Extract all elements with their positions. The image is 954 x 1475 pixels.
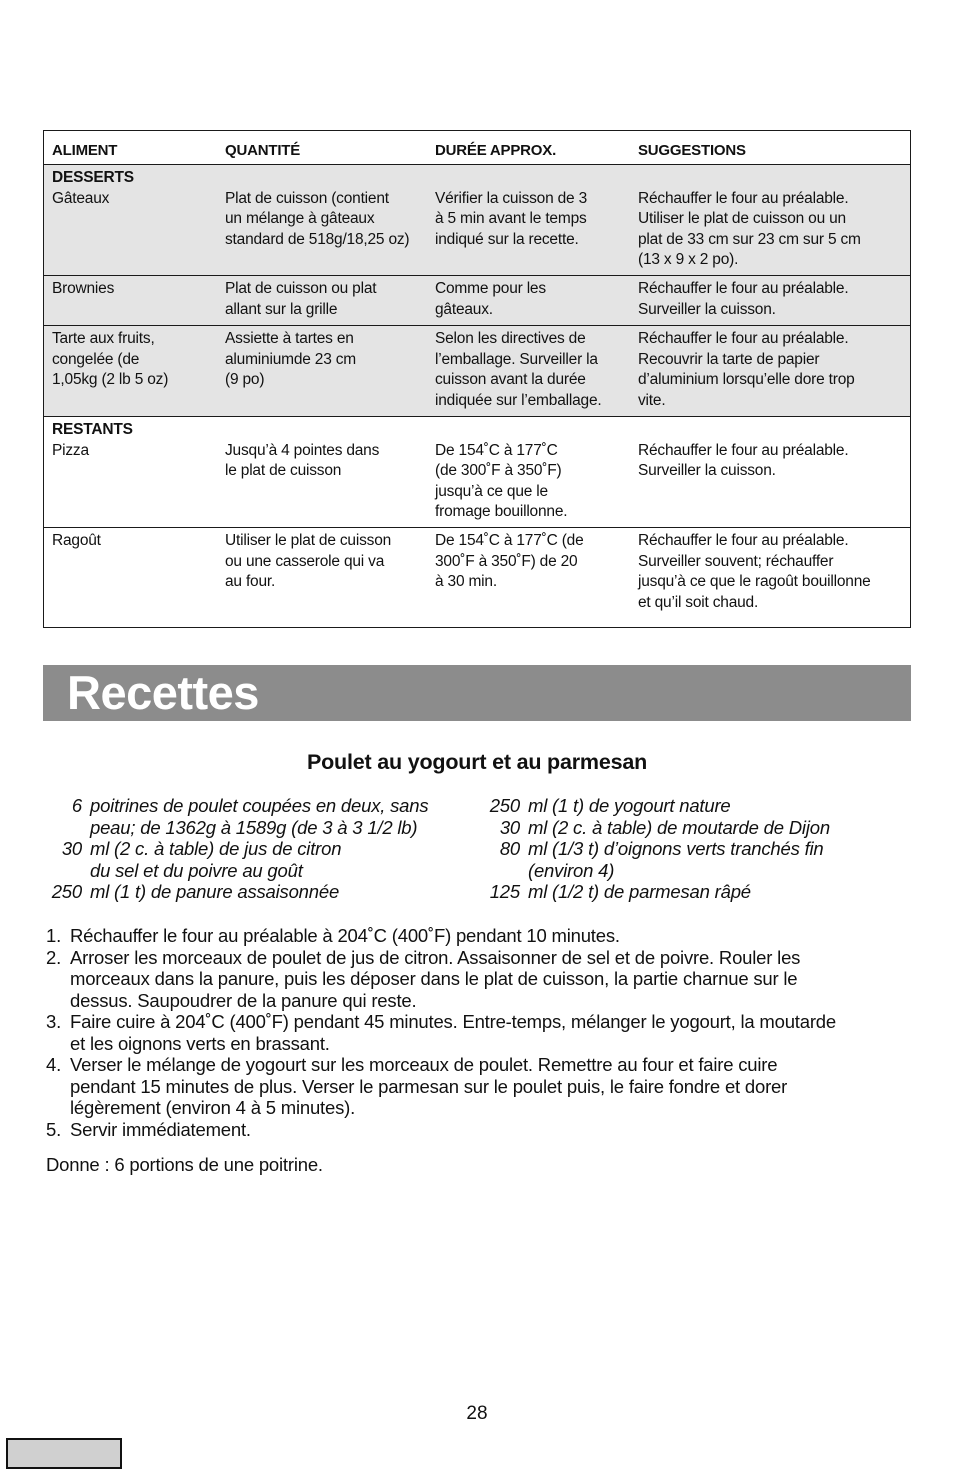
- step-line: Servir immédiatement.: [70, 1118, 251, 1140]
- cell-line: gâteaux.: [435, 300, 493, 318]
- recipe-step: [46, 947, 906, 1012]
- cell-quantite: [217, 528, 427, 627]
- cell-line: Assiette à tartes en: [225, 330, 354, 347]
- cell-line: Plat de cuisson (contient: [225, 189, 389, 207]
- recipe-step: [46, 1054, 906, 1119]
- ingredient-qty: 80: [499, 838, 520, 859]
- ingredient-qty-blank: [46, 817, 90, 839]
- cell-line: Réchauffer le four au préalable.: [638, 330, 849, 347]
- cell-line: Comme pour les: [435, 280, 546, 297]
- ingredient-qty: 125: [489, 881, 520, 902]
- header-quantite: QUANTITÉ: [225, 141, 301, 159]
- cell-aliment: [44, 276, 217, 325]
- cell-line: Selon les directives de: [435, 330, 586, 347]
- cell-line: Tarte aux fruits,: [52, 330, 155, 347]
- cell-aliment: [44, 326, 217, 416]
- ingredient-item: [478, 817, 908, 839]
- cell-line: et qu’il soit chaud.: [638, 593, 759, 611]
- spacer-line: [638, 420, 908, 441]
- ingredient-text-cont: du sel et du poivre au goût: [90, 859, 303, 881]
- cell-line: Utiliser le plat de cuisson ou un: [638, 210, 846, 227]
- cell-line: (13 x 9 x 2 po).: [638, 251, 739, 268]
- step-text: [70, 1119, 251, 1141]
- section-label: DESSERTS: [52, 169, 134, 186]
- cell-duree: [427, 165, 630, 275]
- cell-suggestions: [630, 276, 910, 325]
- cell-aliment: [44, 417, 217, 527]
- cell-suggestions: [630, 417, 910, 527]
- recipe-steps: [46, 925, 906, 1140]
- step-number: 3.: [46, 1011, 62, 1032]
- step-line: morceaux dans la panure, puis les déposer dans le plat de cuisson, la partie charnue sur le: [70, 968, 798, 989]
- cell-line: (9 po): [225, 371, 265, 388]
- cell-quantite: [217, 276, 427, 325]
- cell-line: Réchauffer le four au préalable.: [638, 280, 849, 297]
- cell-line: Surveiller la cuisson.: [638, 462, 776, 479]
- cell-line: 1,05kg (2 lb 5 oz): [52, 371, 169, 388]
- banner-title: Recettes: [67, 666, 259, 719]
- section-banner: [43, 665, 911, 721]
- ingredient-continuation: [46, 817, 476, 839]
- ingredient-qty: 250: [51, 881, 82, 902]
- recipe-title: Poulet au yogourt et au parmesan: [306, 750, 648, 774]
- table-body: [44, 164, 910, 627]
- ingredient-text: ml (1 t) de panure assaisonnée: [90, 881, 340, 902]
- ingredient-text: ml (2 c. à table) de moutarde de Dijon: [528, 816, 830, 838]
- corner-tab: [6, 1438, 122, 1469]
- cell-line: le plat de cuisson: [225, 462, 342, 479]
- table-row: [44, 416, 910, 527]
- cell-line: standard de 518g/18,25 oz): [225, 230, 410, 248]
- cell-line: congelée (de: [52, 350, 140, 368]
- ingredient-qty-blank: [478, 860, 528, 882]
- cell-line: d’aluminium lorsqu’elle dore trop: [638, 371, 855, 388]
- cell-line: Réchauffer le four au préalable.: [638, 441, 849, 459]
- cell-suggestions: [630, 165, 910, 275]
- step-number: 1.: [46, 925, 62, 946]
- step-line: et les oignons verts en brassant.: [70, 1032, 330, 1054]
- step-text: [70, 1011, 836, 1054]
- step-line: Arroser les morceaux de poulet de jus de citron. Assaisonner de sel et de poivre. Rouler les: [70, 946, 801, 968]
- step-text: [70, 947, 800, 1012]
- cell-line: jusqu’à ce que le ragoût bouillonne: [638, 573, 871, 590]
- table-row: [44, 164, 910, 275]
- header-duree: DURÉE APPROX.: [435, 141, 557, 159]
- header-aliment: ALIMENT: [52, 141, 118, 159]
- recipe-step: [46, 1119, 906, 1141]
- cell-line: un mélange à gâteaux: [225, 210, 375, 227]
- ingredient-text: ml (1 t) de yogourt nature: [528, 795, 731, 816]
- cell-line: au four.: [225, 573, 276, 590]
- recipe-step: [46, 1011, 906, 1054]
- cell-duree: [427, 528, 630, 627]
- ingredient-continuation: [46, 860, 476, 882]
- cell-line: cuisson avant la durée: [435, 371, 586, 388]
- ingredient-item: [46, 838, 476, 860]
- ingredient-qty: 6: [71, 795, 82, 816]
- cell-suggestions: [630, 528, 910, 627]
- table-row: [44, 325, 910, 416]
- cell-aliment: [44, 165, 217, 275]
- ingredient-text-cont: (environ 4): [528, 859, 615, 881]
- ingredient-qty: 250: [489, 795, 520, 816]
- cell-line: Réchauffer le four au préalable.: [638, 189, 849, 207]
- step-text: [70, 1054, 787, 1119]
- cell-duree: [427, 417, 630, 527]
- page-number: 28: [466, 1403, 488, 1424]
- cell-suggestions: [630, 326, 910, 416]
- cell-line: Ragoût: [52, 532, 101, 549]
- table-row: [44, 527, 910, 627]
- spacer-line: [225, 168, 423, 189]
- table-row: [44, 275, 910, 325]
- ingredient-text: ml (1/2 t) de parmesan râpé: [528, 881, 751, 902]
- cell-line: 300˚F à 350˚F) de 20: [435, 552, 578, 570]
- cell-line: indiquée sur l’emballage.: [435, 391, 602, 409]
- step-line: Faire cuire à 204˚C (400˚F) pendant 45 minutes. Entre-temps, mélanger le yogourt, la moutarde: [70, 1011, 836, 1032]
- recipe-yield: Donne : 6 portions de une poitrine.: [46, 1154, 323, 1175]
- step-line: dessus. Saupoudrer de la panure qui reste.: [70, 989, 417, 1011]
- cell-quantite: [217, 165, 427, 275]
- cell-line: fromage bouillonne.: [435, 503, 568, 520]
- step-line: Réchauffer le four au préalable à 204˚C (400˚F) pendant 10 minutes.: [70, 925, 620, 946]
- header-suggestions: SUGGESTIONS: [638, 141, 746, 159]
- ingredient-continuation: [478, 860, 908, 882]
- cell-line: Utiliser le plat de cuisson: [225, 532, 392, 549]
- ingredient-text-cont: peau; de 1362g à 1589g (de 3 à 3 1/2 lb): [90, 816, 418, 838]
- cell-line: Réchauffer le four au préalable.: [638, 532, 849, 549]
- step-number: 2.: [46, 946, 62, 968]
- cell-line: Brownies: [52, 280, 115, 297]
- cell-line: Vérifier la cuisson de 3: [435, 189, 588, 207]
- cell-line: plat de 33 cm sur 23 cm sur 5 cm: [638, 230, 861, 248]
- cell-line: indiqué sur la recette.: [435, 230, 579, 248]
- cooking-guide-table: [43, 130, 911, 628]
- ingredient-item: [478, 838, 908, 860]
- ingredients-right-column: [478, 795, 908, 903]
- cell-line: De 154˚C à 177˚C: [435, 441, 558, 459]
- ingredient-item: [478, 795, 908, 817]
- cell-line: Recouvrir la tarte de papier: [638, 350, 820, 368]
- cell-quantite: [217, 417, 427, 527]
- step-number: 5.: [46, 1118, 62, 1140]
- step-line: pendant 15 minutes de plus. Verser le parmesan sur le poulet puis, le faire fondre et dorer: [70, 1075, 788, 1097]
- ingredient-text: ml (1/3 t) d’oignons verts tranchés fin: [528, 838, 824, 859]
- cell-line: ou une casserole qui va: [225, 552, 385, 570]
- cell-line: aluminiumde 23 cm: [225, 350, 356, 368]
- spacer-line: [435, 420, 626, 441]
- step-number: 4.: [46, 1054, 62, 1075]
- table-header-row: [44, 131, 910, 164]
- cell-line: allant sur la grille: [225, 300, 338, 318]
- cell-line: Plat de cuisson ou plat: [225, 280, 377, 297]
- recipe-step: [46, 925, 906, 947]
- ingredient-qty: 30: [499, 816, 520, 838]
- cell-line: jusqu’à ce que le: [435, 482, 548, 500]
- cell-line: De 154˚C à 177˚C (de: [435, 532, 584, 549]
- ingredient-qty: 30: [61, 838, 82, 859]
- ingredient-text: poitrines de poulet coupées en deux, sans: [90, 795, 429, 816]
- ingredient-item: [46, 795, 476, 817]
- cell-duree: [427, 276, 630, 325]
- cell-line: vite.: [638, 391, 666, 409]
- step-line: légèrement (environ 4 à 5 minutes).: [70, 1097, 356, 1118]
- ingredient-item: [478, 881, 908, 903]
- ingredients-left-column: [46, 795, 476, 903]
- spacer-line: [225, 420, 423, 441]
- section-label: RESTANTS: [52, 421, 133, 438]
- cell-line: (de 300˚F à 350˚F): [435, 462, 562, 479]
- cell-line: à 30 min.: [435, 573, 497, 590]
- cell-duree: [427, 326, 630, 416]
- cell-line: Gâteaux: [52, 189, 110, 207]
- ingredient-qty-blank: [46, 860, 90, 882]
- cell-quantite: [217, 326, 427, 416]
- ingredient-text: ml (2 c. à table) de jus de citron: [90, 838, 342, 859]
- step-text: [70, 925, 620, 947]
- cell-line: Surveiller la cuisson.: [638, 300, 776, 318]
- step-line: Verser le mélange de yogourt sur les morceaux de poulet. Remettre au four et faire cuire: [70, 1054, 778, 1075]
- cell-line: l’emballage. Surveiller la: [435, 350, 598, 368]
- cell-line: Jusqu’à 4 pointes dans: [225, 441, 380, 459]
- spacer-line: [638, 168, 908, 189]
- cell-line: à 5 min avant le temps: [435, 210, 587, 227]
- cell-line: Pizza: [52, 441, 89, 459]
- cell-line: Surveiller souvent; réchauffer: [638, 552, 834, 570]
- ingredient-item: [46, 881, 476, 903]
- cell-aliment: [44, 528, 217, 627]
- spacer-line: [435, 168, 626, 189]
